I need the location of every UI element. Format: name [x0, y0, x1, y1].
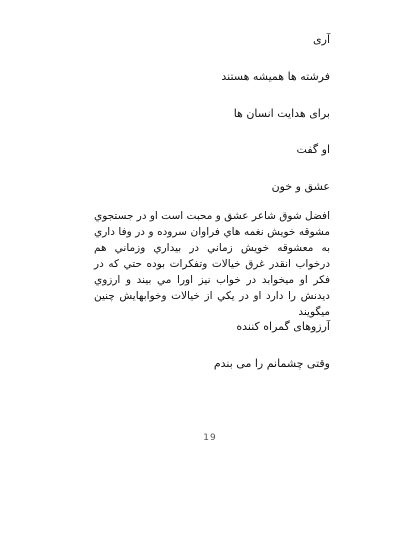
prose-paragraph: افضل شوق شاعر عشق و محبت است او در جستجوي مشوقه خويش نغمه هاي فراوان سروده و در وفا داري به معشوقه خويش زماني در بيداري وزماني هم درخواب انقدر غرق خيالات وتفكرات بوده حتي كه در فكر او ميخوابد در خواب نيز اورا مي بيند و ارزوي ديدنش را دارد او در يكي از خيالات وخوابهايش چنين ميگويند: [93, 210, 330, 318]
poem-line-close-eyes: وقتی چشمانم را می بندم: [213, 357, 330, 370]
poem-line-misleading-wishes: آرزوهای گمراه کننده: [236, 320, 330, 333]
page-number: 19: [203, 433, 217, 443]
poem-line-guidance: برای هدایت انسان ها: [233, 107, 330, 120]
poem-line-love-blood: عشق و خون: [271, 180, 330, 193]
poem-line-angels: فرشته ها همیشه هستند: [221, 70, 330, 83]
poem-line-ari: آری: [313, 33, 330, 46]
poem-line-he-said: او گفت: [296, 143, 330, 156]
